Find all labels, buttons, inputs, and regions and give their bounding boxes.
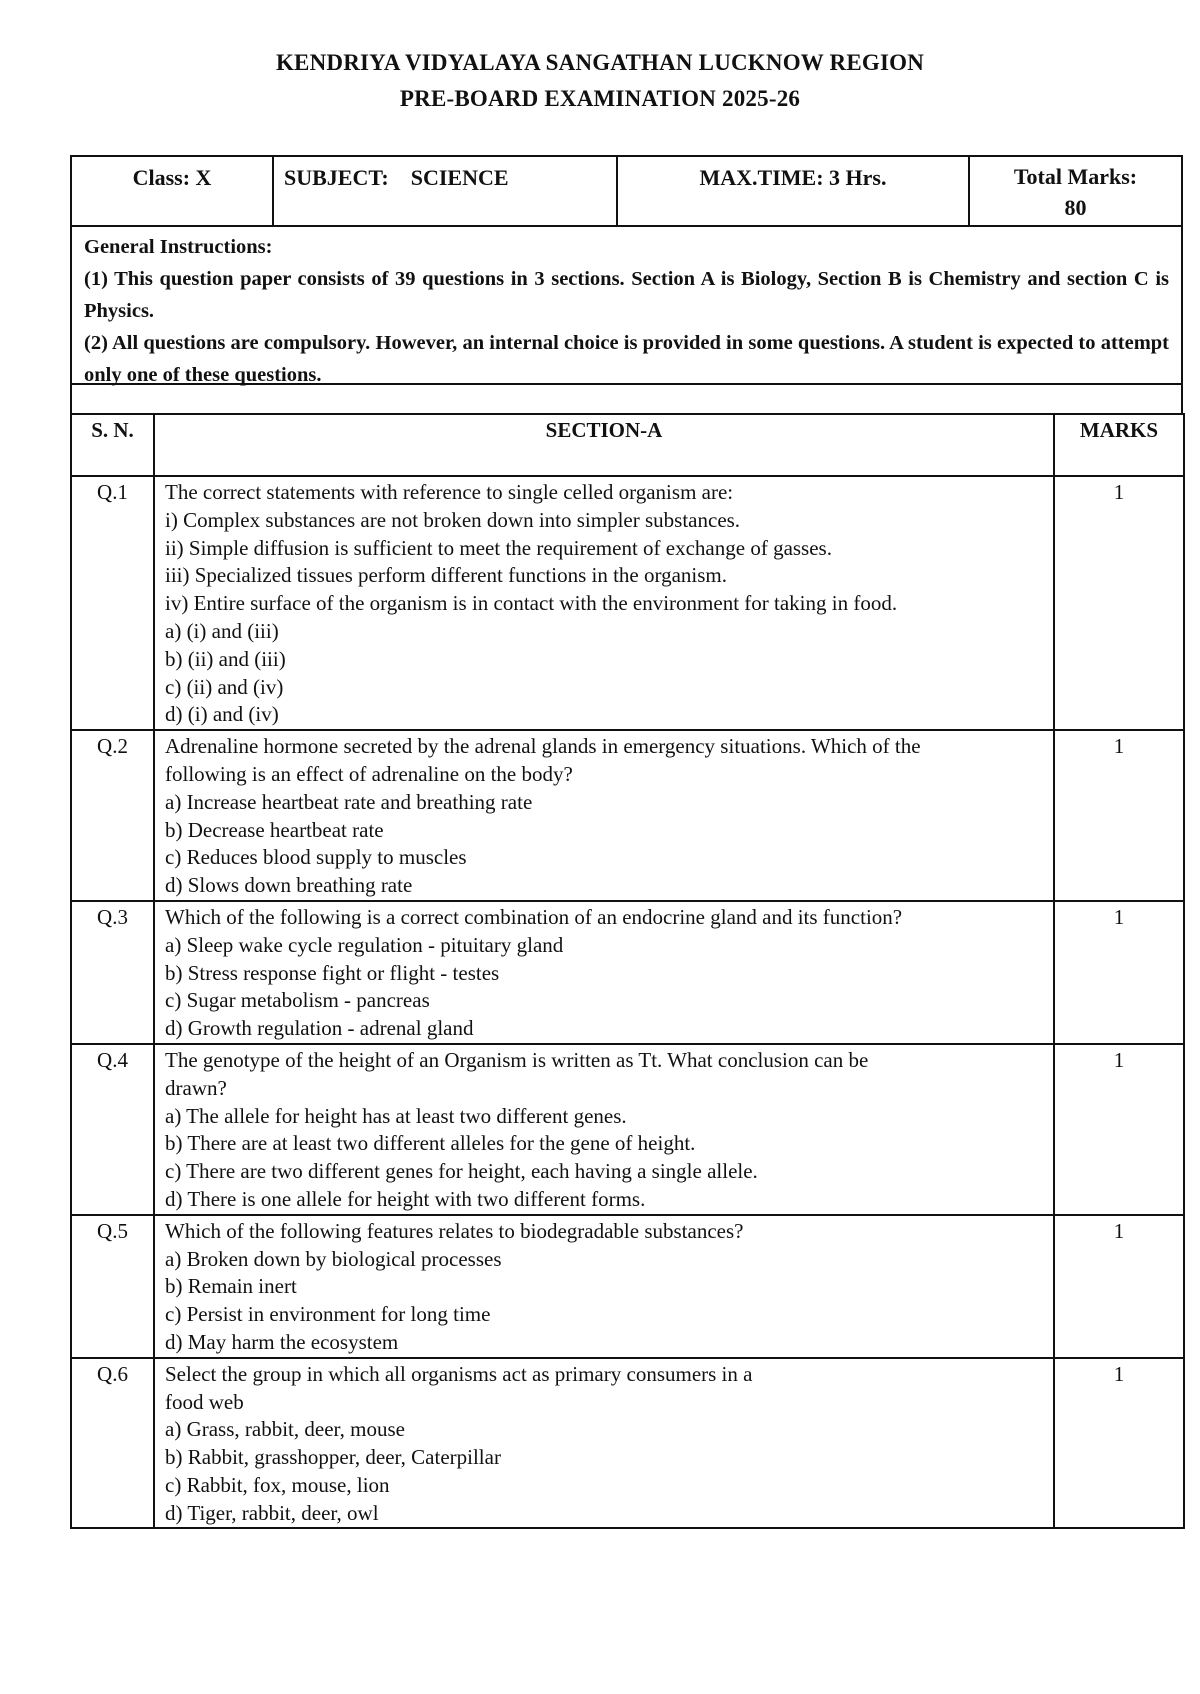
question-line: b) Remain inert [165, 1274, 297, 1299]
question-line: b) There are at least two different alleles for the gene of height. [165, 1131, 696, 1156]
marks-header: MARKS [1054, 414, 1184, 476]
question-marks: 1 [1054, 901, 1184, 1044]
general-instructions [70, 225, 1183, 385]
question-number: Q.3 [71, 901, 154, 1044]
question-line: iii) Specialized tissues perform different functions in the organism. [165, 563, 728, 588]
question-line: b) Stress response fight or flight - testes [165, 960, 500, 985]
question-row [71, 1358, 1184, 1529]
question-line: d) Slows down breathing rate [165, 873, 413, 898]
question-line: b) Rabbit, grasshopper, deer, Caterpillar [165, 1445, 501, 1470]
question-line: a) Increase heartbeat rate and breathing rate [165, 789, 533, 814]
question-stem: Select the group in which all organisms act as primary consumers in a [165, 1361, 753, 1386]
question-number: Q.1 [71, 476, 154, 730]
instruction-item: (1) This question paper consists of 39 questions in 3 sections. Section A is Biology, Section B is Chemistry and section C is Physics. [84, 268, 1169, 322]
total-marks-label: Total Marks: [1013, 164, 1138, 189]
question-line: a) Broken down by biological processes [165, 1246, 502, 1271]
class-cell: Class: X [72, 157, 274, 225]
question-line: ii) Simple diffusion is sufficient to meet the requirement of exchange of gasses. [165, 535, 832, 560]
question-line: c) Sugar metabolism - pancreas [165, 988, 430, 1013]
table-header-row [71, 414, 1184, 476]
question-stem: The genotype of the height of an Organism is written as Tt. What conclusion can be [165, 1047, 869, 1072]
questions-table [70, 413, 1185, 1529]
question-text [154, 730, 1054, 901]
question-line: b) Decrease heartbeat rate [165, 817, 384, 842]
question-line: following is an effect of adrenaline on the body? [165, 761, 573, 786]
question-line: a) (i) and (iii) [165, 618, 279, 643]
question-text [154, 1044, 1054, 1215]
question-number: Q.2 [71, 730, 154, 901]
question-number: Q.6 [71, 1358, 154, 1529]
question-row [71, 901, 1184, 1044]
question-stem: The correct statements with reference to single celled organism are: [165, 480, 734, 504]
question-text [154, 476, 1054, 730]
total-marks-value: 80 [1064, 195, 1087, 220]
question-stem: Which of the following is a correct combination of an endocrine gland and its function? [165, 904, 903, 929]
sn-header: S. N. [71, 414, 154, 476]
question-marks: 1 [1054, 476, 1184, 730]
question-number: Q.4 [71, 1044, 154, 1215]
question-stem: Adrenaline hormone secreted by the adrenal glands in emergency situations. Which of the [165, 734, 921, 759]
school-title: KENDRIYA VIDYALAYA SANGATHAN LUCKNOW REGION [275, 50, 925, 75]
question-line: food web [165, 1389, 244, 1414]
question-marks: 1 [1054, 1358, 1184, 1529]
instruction-item: (2) All questions are compulsory. However, an internal choice is provided in some questions. A student is expected to attempt only one of these questions. [84, 332, 1169, 386]
exam-title: PRE-BOARD EXAMINATION 2025-26 [399, 86, 801, 111]
question-line: c) Rabbit, fox, mouse, lion [165, 1472, 390, 1497]
total-marks-cell [970, 157, 1181, 225]
section-header: SECTION-A [154, 414, 1054, 476]
question-line: a) Grass, rabbit, deer, mouse [165, 1417, 405, 1442]
question-text [154, 901, 1054, 1044]
question-stem: Which of the following features relates to biodegradable substances? [165, 1218, 744, 1243]
question-text [154, 1215, 1054, 1358]
question-marks: 1 [1054, 1215, 1184, 1358]
question-line: a) Sleep wake cycle regulation - pituitary gland [165, 932, 564, 957]
question-line: d) (i) and (iv) [165, 702, 279, 727]
question-line: d) Tiger, rabbit, deer, owl [165, 1500, 379, 1525]
question-number: Q.5 [71, 1215, 154, 1358]
instructions-heading: General Instructions: [84, 236, 273, 258]
question-row [71, 730, 1184, 901]
question-line: a) The allele for height has at least two different genes. [165, 1103, 627, 1128]
spacer-row [70, 383, 1183, 415]
max-time-cell: MAX.TIME: 3 Hrs. [618, 157, 970, 225]
question-line: d) There is one allele for height with two different forms. [165, 1186, 646, 1211]
question-line: d) Growth regulation - adrenal gland [165, 1016, 474, 1041]
question-line: drawn? [165, 1075, 227, 1100]
question-line: i) Complex substances are not broken down into simpler substances. [165, 507, 741, 532]
question-line: d) May harm the ecosystem [165, 1329, 399, 1354]
question-line: c) There are two different genes for height, each having a single allele. [165, 1159, 758, 1184]
question-marks: 1 [1054, 1044, 1184, 1215]
question-line: c) Persist in environment for long time [165, 1302, 491, 1327]
subject-cell: SUBJECT: SCIENCE [274, 157, 618, 225]
question-line: b) (ii) and (iii) [165, 646, 286, 671]
question-row [71, 1215, 1184, 1358]
question-text [154, 1358, 1054, 1529]
question-line: iv) Entire surface of the organism is in contact with the environment for taking in food. [165, 591, 898, 616]
question-line: c) (ii) and (iv) [165, 674, 284, 699]
question-marks: 1 [1054, 730, 1184, 901]
question-row [71, 476, 1184, 730]
question-line: c) Reduces blood supply to muscles [165, 845, 467, 870]
exam-info-table [70, 155, 1183, 227]
question-row [71, 1044, 1184, 1215]
